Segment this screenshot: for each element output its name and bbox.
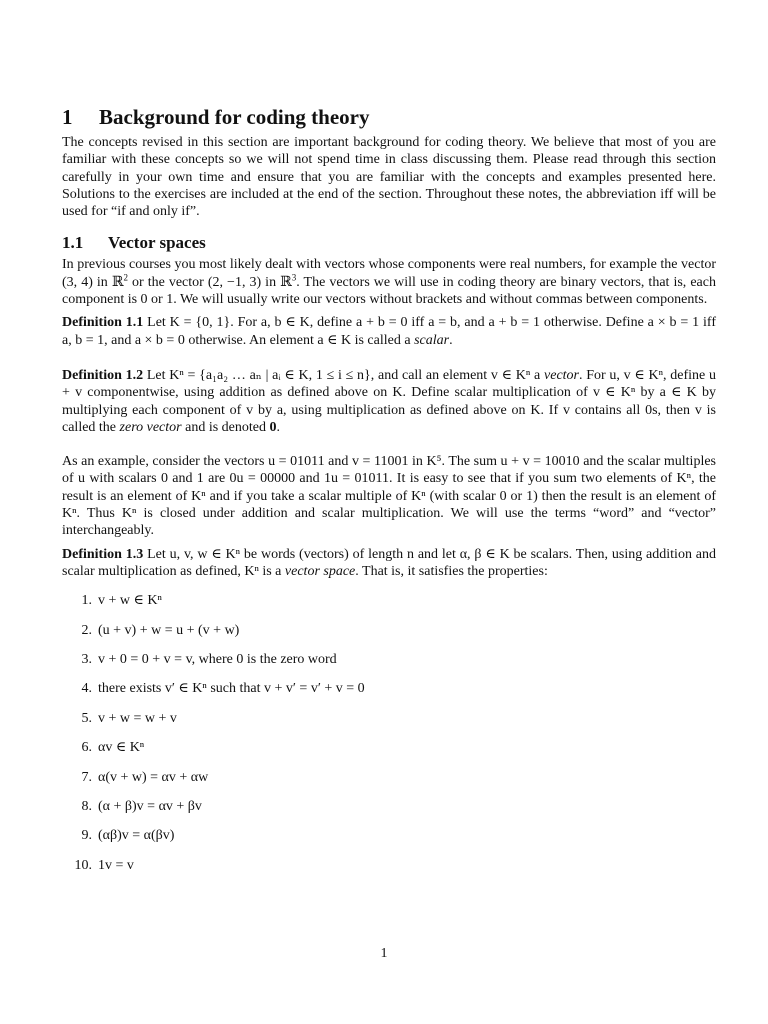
definition-label: Definition 1.3 bbox=[62, 546, 144, 562]
definition-label: Definition 1.2 bbox=[62, 367, 144, 383]
item-number: 5. bbox=[81, 710, 92, 726]
definition-label: Definition 1.1 bbox=[62, 315, 144, 331]
vector-space-properties bbox=[62, 592, 716, 874]
item-number: 1. bbox=[81, 593, 92, 609]
list-item bbox=[62, 769, 716, 786]
list-item bbox=[62, 592, 716, 609]
list-item bbox=[62, 651, 716, 668]
zero-vector-symbol: 0 bbox=[269, 419, 277, 435]
item-number: 3. bbox=[81, 652, 92, 668]
para-text: . The vectors we will use in coding theory are binary vectors, that is, each component is 0 or 1. We will usually write our vectors without brackets and without commas between components. bbox=[62, 274, 716, 308]
item-number: 7. bbox=[81, 769, 92, 785]
item-number: 10. bbox=[74, 857, 92, 873]
item-text: v + w = w + v bbox=[98, 710, 177, 726]
list-item bbox=[62, 798, 716, 815]
item-text: 1v = v bbox=[98, 857, 134, 873]
defined-term: vector bbox=[544, 367, 579, 383]
subsection-number: 1.1 bbox=[62, 233, 84, 253]
subsection-heading bbox=[62, 232, 716, 254]
item-text: there exists v′ ∈ Kⁿ such that v + v′ = v′ + v = 0 bbox=[98, 681, 365, 697]
item-text: (αβ)v = α(βv) bbox=[98, 828, 175, 844]
intro-paragraph: The concepts revised in this section are important background for coding theory. We believe that most of you are familiar with these concepts so we will not spend time in class discussing them. Please read through this section carefully in your own time and ensure that you are familiar with the concepts and examples presented here. Solutions to the exercises are included at the end of the section. Throughout these notes, the abbreviation iff will be used for “if and only if”. bbox=[62, 135, 716, 220]
definition-text: . bbox=[276, 419, 280, 435]
item-number: 8. bbox=[81, 798, 92, 814]
definition-text: Let K = {0, 1}. For a, b ∈ K, define a + b = 0 iff a = b, and a + b = 1 otherwise. Define a × b = 1 iff a, b = 1, and a × b = 0 otherwise. An element a ∈ K is called a bbox=[62, 315, 716, 348]
item-text: αv ∈ Kⁿ bbox=[98, 740, 145, 756]
definition-1-1 bbox=[62, 314, 716, 349]
definition-text: Let Kⁿ = {a₁a₂ … aₙ | aᵢ ∈ K, 1 ≤ i ≤ n}, and call an element v ∈ Kⁿ a bbox=[143, 367, 545, 383]
defined-term: vector space bbox=[284, 563, 356, 579]
superscript: 3 bbox=[291, 272, 297, 283]
item-number: 2. bbox=[81, 622, 92, 638]
defined-term: zero vector bbox=[119, 419, 182, 435]
section-heading bbox=[62, 104, 716, 130]
section-title: Background for coding theory bbox=[99, 105, 370, 129]
example-paragraph: As an example, consider the vectors u = 01011 and v = 11001 in K⁵. The sum u + v = 10010 and the scalar multiples of u with scalars 0 and 1 are 0u = 00000 and 1u = 01011. It is easy to see that if you sum two elements of Kⁿ, the result is an element of Kⁿ and if you take a scalar multiple of Kⁿ (with scalar 0 or 1) then the result is an element of Kⁿ. Thus Kⁿ is closed under addition and scalar multiplication. We will use the terms “word” and “vector” interchangeably. bbox=[62, 454, 716, 539]
definition-1-3 bbox=[62, 546, 716, 581]
vectors-paragraph bbox=[62, 256, 716, 308]
para-text: or the vector (2, −1, 3) in ℝ bbox=[127, 274, 292, 290]
list-item bbox=[62, 622, 716, 639]
definition-text: . For u, v ∈ Kⁿ, define u + v componentwise, using addition as defined above on K. Define scalar multiplication of v ∈ Kⁿ by a ∈ K by multiplying each component of v by a, using multiplication as defined above on K. If v contains all 0s, then v is called the bbox=[62, 367, 717, 435]
list-item bbox=[62, 739, 716, 756]
item-number: 9. bbox=[81, 828, 92, 844]
document-page bbox=[62, 104, 716, 886]
definition-1-2 bbox=[62, 367, 716, 436]
subsection-title: Vector spaces bbox=[108, 233, 206, 253]
item-number: 6. bbox=[81, 740, 92, 756]
definition-text: Let u, v, w ∈ Kⁿ be words (vectors) of length n and let α, β ∈ K be scalars. Then, using addition and scalar multiplication as defined, Kⁿ is a bbox=[62, 546, 717, 579]
item-text: (α + β)v = αv + βv bbox=[98, 798, 202, 814]
list-item bbox=[62, 857, 716, 874]
list-item bbox=[62, 680, 716, 697]
definition-text: and is denoted bbox=[181, 419, 270, 435]
definition-text: . bbox=[449, 332, 453, 348]
item-text: (u + v) + w = u + (v + w) bbox=[98, 622, 240, 638]
defined-term: scalar bbox=[414, 332, 450, 348]
list-item bbox=[62, 710, 716, 727]
superscript: 2 bbox=[123, 272, 128, 283]
section-number: 1 bbox=[62, 105, 73, 129]
item-text: v + 0 = 0 + v = v, where 0 is the zero word bbox=[98, 652, 337, 668]
item-text: α(v + w) = αv + αw bbox=[98, 769, 209, 785]
list-item bbox=[62, 827, 716, 844]
para-text: In previous courses you most likely dealt with vectors whose components were real numbers, for example the vector (3, 4) in ℝ bbox=[62, 257, 716, 290]
item-number: 4. bbox=[81, 681, 92, 697]
page-number: 1 bbox=[380, 946, 388, 961]
definition-text: . That is, it satisfies the properties: bbox=[355, 563, 548, 579]
item-text: v + w ∈ Kⁿ bbox=[98, 593, 162, 609]
